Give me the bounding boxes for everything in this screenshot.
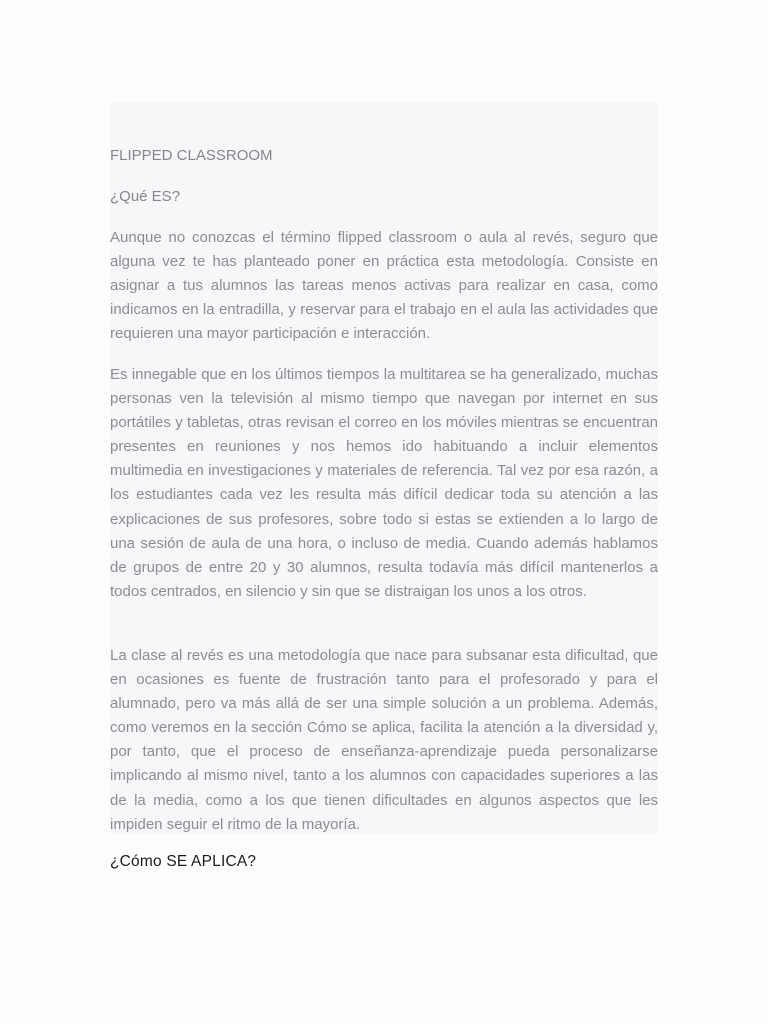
paragraph-2: Es innegable que en los últimos tiempos la multitarea se ha generalizado, muchas personas ven la televisión al mismo tiempo que navegan por internet en sus portátiles y tabletas, otras revisan el correo en los móviles mientras se encuentran presentes en reuniones y nos hemos ido habituando a incluir elementos multimedia en investigaciones y materiales de referencia. Tal vez por esa razón, a los estudiantes cada vez les resulta más difícil dedicar toda su atención a las explicaciones de sus profesores, sobre todo si estas se extienden a lo largo de una sesión de aula de una hora, o incluso de media. Cuando además hablamos de grupos de entre 20 y 30 alumnos, resulta todavía más difícil mantenerlos a todos centrados, en silencio y sin que se distraigan los unos a los otros. xyxy=(110,366,658,600)
section-heading-como-se-aplica: ¿Cómo SE APLICA? xyxy=(110,853,257,870)
document-title: FLIPPED CLASSROOM xyxy=(110,147,273,164)
paragraph-3: La clase al revés es una metodología que nace para subsanar esta dificultad, que en ocasiones es fuente de frustración tanto para el profesorado y para el alumnado, pero va más allá de ser una simple solución a un problema. Además, como veremos en la sección Cómo se aplica, facilita la atención a la diversidad y, por tanto, que el proceso de enseñanza-aprendizaje pueda personalizarse implicando al mismo nivel, tanto a los alumnos con capacidades superiores a las de la media, como a los que tienen dificultades en algunos aspectos que les impiden seguir el ritmo de la mayoría. xyxy=(110,647,658,833)
section-heading-que-es: ¿Qué ES? xyxy=(110,188,181,205)
paragraph-1: Aunque no conozcas el término flipped classroom o aula al revés, seguro que alguna vez te has planteado poner en práctica esta metodología. Consiste en asignar a tus alumnos las tareas menos activas para realizar en casa, como indicamos en la entradilla, y reservar para el trabajo en el aula las actividades que requieren una mayor participación e interacción. xyxy=(110,229,658,343)
